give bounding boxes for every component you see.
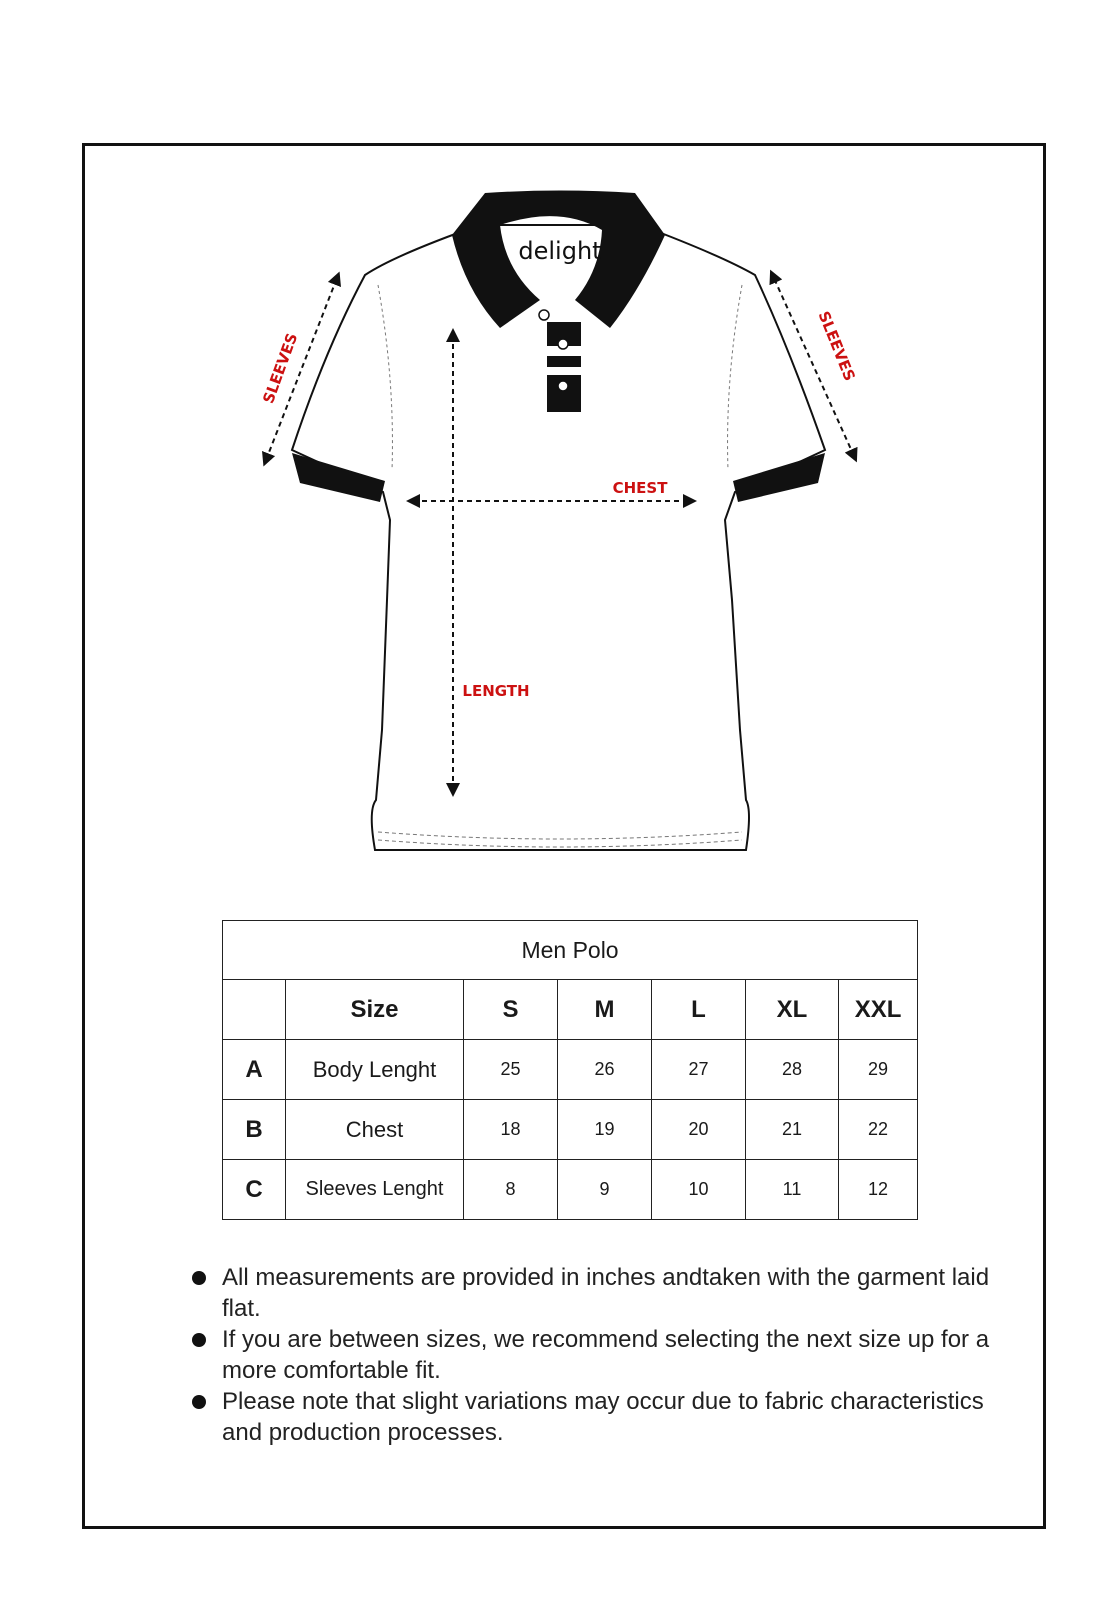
cell-value: 10	[652, 1160, 746, 1220]
length-label: LENGTH	[462, 682, 530, 700]
table-row	[223, 1100, 918, 1160]
cell-value: 11	[746, 1160, 839, 1220]
cell-value: 9	[558, 1160, 652, 1220]
row-label: Chest	[286, 1100, 464, 1160]
empty-cell	[223, 980, 286, 1040]
sleeves-left-label: SLEEVES	[259, 330, 302, 406]
shirt-body	[292, 225, 825, 850]
row-label: Body Lenght	[286, 1040, 464, 1100]
size-s-header: S	[464, 980, 558, 1040]
list-item	[190, 1324, 1010, 1386]
table-title: Men Polo	[223, 921, 918, 980]
row-label: Sleeves Lenght	[286, 1160, 464, 1220]
cell-value: 27	[652, 1040, 746, 1100]
row-letter: C	[223, 1160, 286, 1220]
size-xl-header: XL	[746, 980, 839, 1040]
button-icon	[558, 339, 568, 349]
list-item	[190, 1262, 1010, 1324]
note-text: All measurements are provided in inches andtaken with the garment laid flat.	[222, 1264, 990, 1322]
chest-label: CHEST	[612, 479, 668, 497]
size-m-header: M	[558, 980, 652, 1040]
brand-logo: delight	[518, 237, 602, 265]
note-text: Please note that slight variations may occur due to fabric characteristics and production processes.	[222, 1388, 984, 1446]
cell-value: 12	[839, 1160, 918, 1220]
cell-value: 8	[464, 1160, 558, 1220]
button-icon	[558, 381, 568, 391]
size-chart-table	[222, 920, 918, 1220]
size-xxl-header: XXL	[839, 980, 918, 1040]
table-header-row	[223, 980, 918, 1040]
cell-value: 28	[746, 1040, 839, 1100]
list-item	[190, 1386, 1010, 1448]
button-icon	[539, 310, 549, 320]
row-letter: B	[223, 1100, 286, 1160]
note-text: If you are between sizes, we recommend selecting the next size up for a more comfortable fit.	[222, 1326, 990, 1384]
table-row	[223, 1040, 918, 1100]
size-l-header: L	[652, 980, 746, 1040]
notes-list	[190, 1262, 1010, 1448]
cell-value: 29	[839, 1040, 918, 1100]
bullet-icon	[192, 1333, 206, 1347]
cell-value: 26	[558, 1040, 652, 1100]
cell-value: 21	[746, 1100, 839, 1160]
bullet-icon	[192, 1271, 206, 1285]
sleeves-right-label: SLEEVES	[814, 308, 859, 384]
cell-value: 22	[839, 1100, 918, 1160]
cell-value: 20	[652, 1100, 746, 1160]
table-row	[223, 1160, 918, 1220]
cell-value: 18	[464, 1100, 558, 1160]
row-letter: A	[223, 1040, 286, 1100]
cell-value: 19	[558, 1100, 652, 1160]
cell-value: 25	[464, 1040, 558, 1100]
size-header: Size	[286, 980, 464, 1040]
bullet-icon	[192, 1395, 206, 1409]
